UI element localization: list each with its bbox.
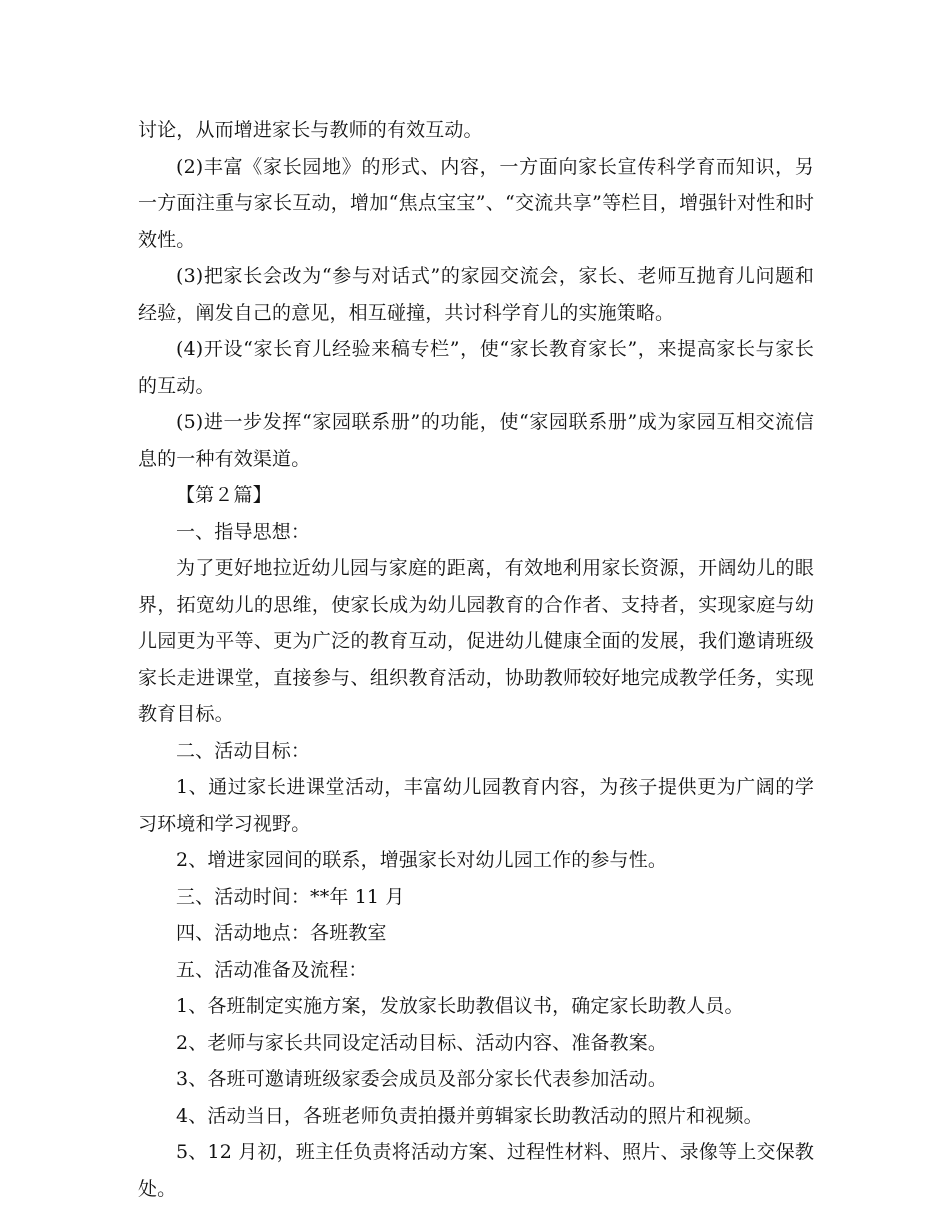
heading-preparation-flow: 五、活动准备及流程： <box>176 958 368 981</box>
paragraph-goal-2: 2、增进家园间的联系，增强家长对幼儿园工作的参与性。 <box>176 849 667 871</box>
heading-activity-time: 三、活动时间：**年 11 月 <box>176 885 405 908</box>
paragraph-step-5: 5、12 月初，班主任负责将活动方案、过程性材料、照片、录像等上交保教处。 <box>138 1141 814 1200</box>
paragraph-continuation: 讨论，从而增进家长与教师的有效互动。 <box>138 119 483 141</box>
paragraph-step-3: 3、各班可邀请班级家委会成员及部分家长代表参加活动。 <box>176 1068 667 1090</box>
paragraph-item-5: (5)进一步发挥“家园联系册”的功能，使“家园联系册”成为家园互相交流信息的一种有效渠道。 <box>138 411 814 470</box>
paragraph-item-2: (2)丰富《家长园地》的形式、内容，一方面向家长宣传科学育而知识，另一方面注重与家长互动，增加“焦点宝宝”、“交流共享”等栏目，增强针对性和时效性。 <box>138 155 814 251</box>
paragraph-item-3: (3)把家长会改为“参与对话式”的家园交流会，家长、老师互抛育儿问题和经验，阐发自己的意见，相互碰撞，共讨科学育儿的实施策略。 <box>138 265 814 324</box>
heading-guiding-idea: 一、指导思想： <box>176 520 311 543</box>
heading-activity-goals: 二、活动目标： <box>176 739 311 762</box>
paragraph-step-1: 1、各班制定实施方案，发放家长助教倡议书，确定家长助教人员。 <box>176 995 744 1017</box>
paragraph-step-4: 4、活动当日，各班老师负责拍摄并剪辑家长助教活动的照片和视频。 <box>176 1104 763 1127</box>
heading-activity-location: 四、活动地点：各班教室 <box>176 922 387 944</box>
paragraph-step-2: 2、老师与家长共同设定活动目标、活动内容、准备教案。 <box>176 1031 667 1054</box>
paragraph-item-4: (4)开设“家长育儿经验来稿专栏”，使“家长教育家长”，来提高家长与家长的互动。 <box>138 338 814 397</box>
section-heading-part-2: 【第２篇】 <box>176 484 272 506</box>
document-body <box>138 112 814 1207</box>
paragraph-goal-1: 1、通过家长进课堂活动，丰富幼儿园教育内容，为孩子提供更为广阔的学习环境和学习视野。 <box>138 776 814 835</box>
paragraph-guiding-idea: 为了更好地拉近幼儿园与家庭的距离，有效地利用家长资源，开阔幼儿的眼界，拓宽幼儿的思维，使家长成为幼儿园教育的合作者、支持者，实现家庭与幼儿园更为平等、更为广泛的教育互动，促进幼儿健康全面的发展，我们邀请班级家长走进课堂，直接参与、组织教育活动，协助教师较好地完成教学任务，实现教育目标。 <box>138 557 814 725</box>
